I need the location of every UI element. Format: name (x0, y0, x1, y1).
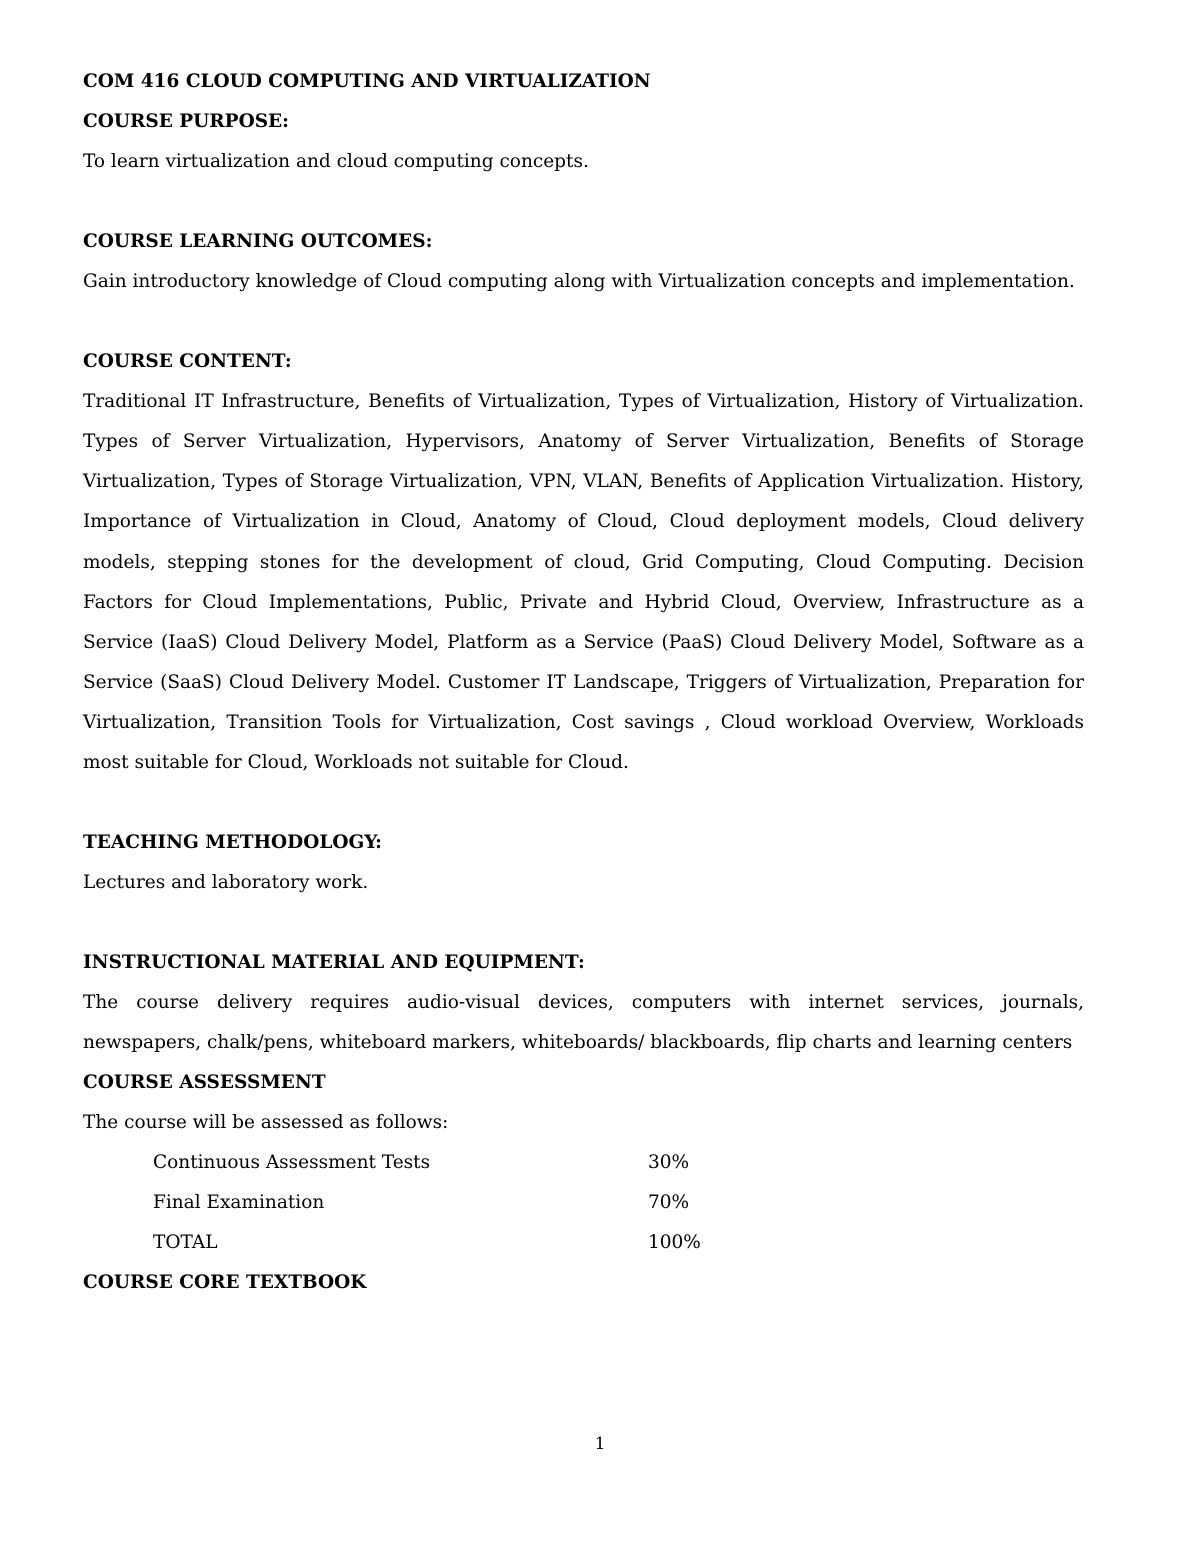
assessment-intro: The course will be assessed as follows: (83, 1112, 449, 1134)
spacer (83, 182, 1084, 222)
teaching-methodology-text: Lectures and laboratory work. (83, 872, 369, 894)
purpose-text: To learn virtualization and cloud computing concepts. (83, 151, 589, 172)
course-content-heading: COURSE CONTENT: (83, 351, 292, 373)
instructional-material-text: The course delivery requires audio-visual devices, computers with internet services, journals, newspapers, chalk/pens, whiteboard markers, whiteboards/ blackboards, flip charts and learning centers (83, 992, 1084, 1054)
assessment-row (153, 1223, 1084, 1263)
assessment-label: Continuous Assessment Tests (153, 1152, 431, 1174)
spacer (83, 302, 1084, 342)
document-body (83, 62, 1084, 1303)
spacer (83, 903, 1084, 943)
course-content-text: Traditional IT Infrastructure, Benefits of Virtualization, Types of Virtualization, History of Virtualization. Types of Server Virtualization, Hypervisors, Anatomy of Server Virtualization, Benefits of Storage Virtualization, Types of Storage Virtualization, VPN, VLAN, Benefits of Application Virtualization. History, Importance of Virtualization in Cloud, Anatomy of Cloud, Cloud deployment models, Cloud delivery models, stepping stones for the development of cloud, Grid Computing, Cloud Computing. Decision Factors for Cloud Implementations, Public, Private and Hybrid Cloud, Overview, Infrastructure as a Service (IaaS) Cloud Delivery Model, Platform as a Service (PaaS) Cloud Delivery Model, Software as a Service (SaaS) Cloud Delivery Model. Customer IT Landscape, Triggers of Virtualization, Preparation for Virtualization, Transition Tools for Virtualization, Cost savings , Cloud workload Overview, Workloads most suitable for Cloud, Workloads not suitable for Cloud. (83, 391, 1084, 774)
assessment-row (153, 1143, 1084, 1183)
instructional-material-heading: INSTRUCTIONAL MATERIAL AND EQUIPMENT: (83, 952, 585, 974)
assessment-row (153, 1183, 1084, 1223)
assessment-value: 30% (648, 1152, 690, 1174)
course-title: COM 416 CLOUD COMPUTING AND VIRTUALIZATION (83, 71, 651, 92)
assessment-value: 100% (648, 1232, 701, 1254)
purpose-heading: COURSE PURPOSE: (83, 111, 289, 132)
assessment-heading: COURSE ASSESSMENT (83, 1072, 326, 1094)
page-number: 1 (594, 1434, 606, 1454)
learning-outcomes-text: Gain introductory knowledge of Cloud computing along with Virtualization concepts and implementation. (83, 271, 1075, 293)
spacer (83, 783, 1084, 823)
assessment-value: 70% (648, 1192, 690, 1214)
assessment-table (153, 1143, 1084, 1263)
learning-outcomes-heading: COURSE LEARNING OUTCOMES: (83, 231, 433, 253)
assessment-label: Final Examination (153, 1192, 325, 1214)
core-textbook-heading: COURSE CORE TEXTBOOK (83, 1272, 367, 1294)
assessment-label: TOTAL (153, 1232, 218, 1254)
teaching-methodology-heading: TEACHING METHODOLOGY: (83, 832, 382, 854)
